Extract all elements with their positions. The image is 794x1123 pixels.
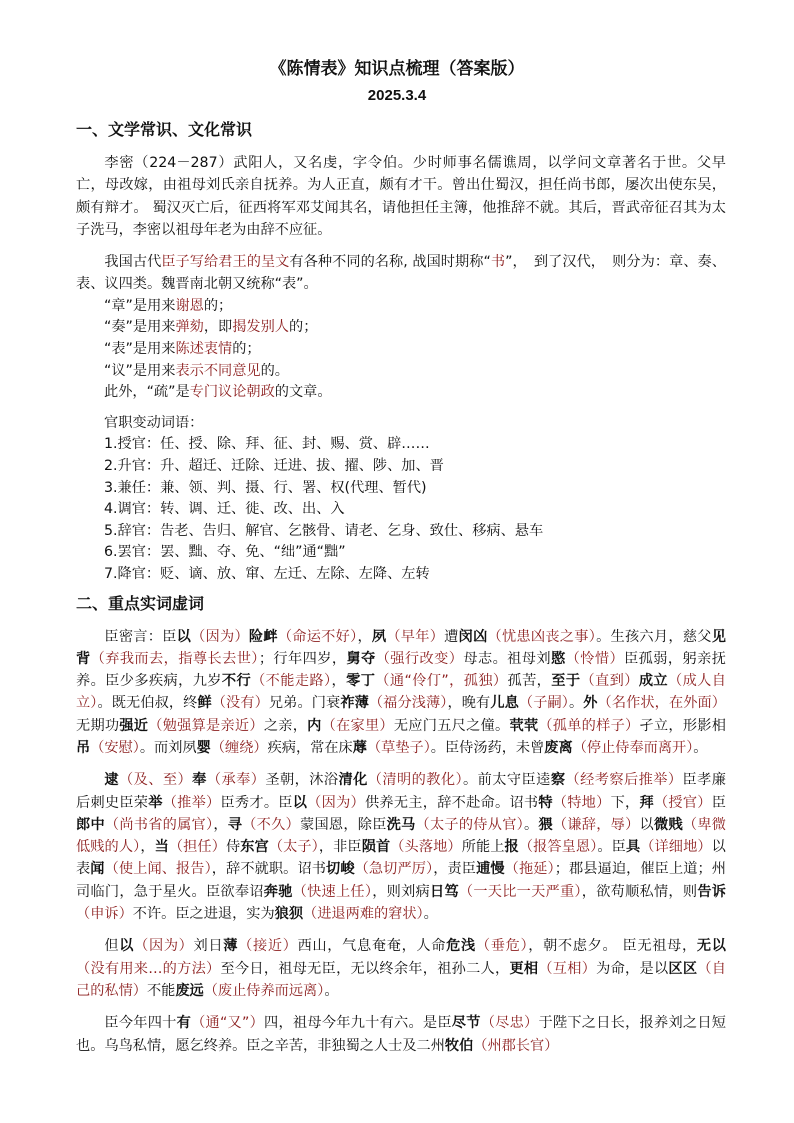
gloss: （废止侍养而远离） (203, 982, 325, 999)
keyword: 举 (148, 794, 163, 811)
keyword: 郎中 (76, 816, 105, 833)
keyword: 以 (292, 794, 308, 811)
text: “议”是用来 (104, 362, 176, 379)
text: 孑立，形影相 (639, 717, 726, 734)
text: 于陛下之日长，报养刘之日短也。乌鸟私情，愿乞终养。臣之辛苦，非独蜀之人士及二州 (76, 1015, 726, 1054)
keyword: 猥 (538, 816, 553, 833)
highlight: 表示不同意见 (175, 362, 261, 379)
keyword: 东宫 (240, 839, 269, 856)
text: 为命，是以 (596, 960, 669, 977)
gloss: （垂危） (475, 938, 529, 955)
text: 下， (610, 794, 640, 811)
keyword: 区区 (668, 960, 698, 977)
keyword: 以 (119, 938, 135, 955)
keyword: 寻 (227, 816, 243, 833)
official-terms-item: 6.罢官：罢、黜、夺、免、“绌”通“黜” (104, 544, 346, 561)
keyword: 更相 (509, 960, 539, 977)
text: 无应门五尺之僮。 (393, 717, 510, 734)
memorial-types-paragraph (76, 251, 726, 296)
keyword: 见背 (76, 628, 726, 667)
keyword: 日笃 (430, 883, 459, 900)
text: 。 (324, 982, 339, 999)
keyword: 闻 (90, 861, 105, 878)
definition-biao (76, 339, 726, 361)
gloss: （互相） (538, 960, 597, 977)
gloss: （卑微低贱的人） (76, 816, 726, 856)
text: 侍 (226, 839, 241, 856)
official-terms-title: 官职变动词语： (104, 414, 204, 431)
gloss: （福分浅薄） (368, 695, 448, 712)
text: “章”是用来 (104, 297, 176, 314)
text: “表”是用来 (104, 340, 176, 357)
gloss: （名作状，在外面） (597, 695, 726, 712)
gloss: （尽忠） (480, 1015, 539, 1032)
keyword: 特 (538, 794, 553, 811)
keyword: 强近 (119, 717, 149, 734)
text: 臣孝廉 后刺史臣荣 (76, 772, 726, 811)
text: 的； (289, 319, 318, 336)
text: 。 (693, 739, 708, 756)
text: 。既无伯叔，终 (97, 695, 198, 712)
keyword: 不行 (221, 673, 252, 690)
gloss: （弃我而去，指尊长去世） (90, 650, 259, 667)
keyword: 儿息 (490, 695, 519, 712)
text: ， (213, 816, 228, 833)
gloss: （成人自立） (76, 673, 726, 712)
keyword: 废远 (175, 982, 204, 999)
gloss: （自己的私情） (76, 960, 726, 999)
gloss: （及、至） (119, 772, 193, 789)
gloss: （州郡长官） (473, 1037, 559, 1054)
text: 遭 (444, 628, 459, 645)
keyword: 察 (550, 772, 566, 789)
text: 供养无主，辞不赴命。诏书 (364, 794, 539, 811)
gloss: （清明的教化） (367, 772, 464, 789)
keyword: 险衅 (248, 628, 278, 645)
keyword: 有 (176, 1015, 192, 1032)
gloss: （勉强算是亲近） (148, 717, 264, 734)
gloss: （使上闻、报告） (104, 861, 212, 878)
text: 兄弟。门衰 (268, 695, 341, 712)
gloss: （因为） (134, 938, 194, 955)
text: 。臣 (597, 839, 626, 856)
gloss: （拖延） (504, 861, 555, 878)
keyword: 切峻 (326, 861, 355, 878)
keyword: 外 (583, 695, 598, 712)
keyword: 尽节 (451, 1015, 481, 1032)
text: ，晚有 (447, 695, 491, 712)
gloss: （担任） (168, 839, 226, 856)
gloss: （安慰） (90, 739, 140, 756)
gloss: （因为） (191, 628, 249, 645)
text: 臣密言：臣 (104, 628, 177, 645)
text: 。臣侍汤药，未曾 (430, 739, 545, 756)
gloss: （详细地） (640, 839, 712, 856)
text: ， (357, 628, 372, 645)
gloss: （在家里） (321, 717, 394, 734)
text: 之亲， (263, 717, 308, 734)
keyword: 微贱 (654, 816, 683, 833)
text: ；行年四岁， (258, 650, 347, 667)
gloss: （命运不好） (277, 628, 358, 645)
text: ”， 到了汉代， 则分为：章、奏、表、议四类。魏晋南北朝又统称“表”。 (76, 254, 726, 293)
keyword: 以 (176, 628, 192, 645)
gloss: （急切严厉） (354, 861, 434, 878)
text: 臣 (711, 794, 726, 811)
document-body (76, 118, 726, 1067)
text: 有各种不同的名称, 战国时期称“ (289, 254, 491, 271)
keyword: 逮 (104, 772, 120, 789)
gloss: （快速上任） (292, 883, 373, 900)
keyword: 拜 (639, 794, 654, 811)
text: 的； (232, 340, 261, 357)
highlight: 谢恩 (175, 297, 204, 314)
highlight: 专门议论朝政 (189, 384, 275, 401)
highlight: 臣子写给君王的呈文 (161, 254, 290, 271)
text: 的。 (260, 362, 289, 379)
text: 。 (423, 906, 438, 923)
gloss: （推举） (162, 794, 221, 811)
text: 以表 (76, 839, 726, 878)
gloss: （报答皇恩） (518, 839, 598, 856)
text: ，责臣 (433, 861, 477, 878)
text: 蒙国恩，除臣 (300, 816, 387, 833)
keyword: 愍 (551, 650, 566, 667)
gloss: （怜惜） (565, 650, 625, 667)
text: 。生孩六月，慈父 (596, 628, 712, 645)
text: 孤苦， (507, 673, 552, 690)
text: 的； (203, 297, 233, 314)
gloss: （草垫子） (366, 739, 431, 756)
highlight: 揭发别人 (232, 319, 289, 336)
highlight: 陈述衷情 (175, 340, 233, 357)
gloss: （申诉） (76, 906, 133, 923)
gloss: （直到） (580, 673, 639, 690)
text: ；郡县逼迫，催臣上道；州司临门，急于星火。臣欲奉诏 (76, 861, 726, 900)
text: 。而刘夙 (139, 739, 197, 756)
text: 母志。祖母刘 (463, 650, 552, 667)
text: 所能上 (461, 839, 505, 856)
gloss: （不能走路） (251, 673, 332, 690)
definition-zou (76, 317, 726, 339)
official-terms-item: 5.辞官：告老、告归、解官、乞骸骨、请老、乞身、致仕、移病、悬车 (104, 522, 544, 539)
gloss: （尚书省的属官） (104, 816, 214, 833)
spacer (76, 404, 726, 413)
keyword: 茕茕 (509, 717, 539, 734)
text: 疾病，常在床 (267, 739, 353, 756)
definition-yi (76, 361, 726, 383)
keyword: 奔驰 (263, 883, 293, 900)
highlight: 弹劾 (175, 319, 204, 336)
keyword: 闵凶 (458, 628, 488, 645)
text: 以 (639, 816, 654, 833)
section-heading-literature: 一、文学常识、文化常识 (76, 120, 253, 139)
gloss: （不久） (242, 816, 300, 833)
text: 圣朝，沐浴 (265, 772, 339, 789)
keyword: 薄 (223, 938, 239, 955)
keyword: 当 (154, 839, 169, 856)
text: 臣孤弱，躬亲抚养。臣少多疾病，九岁 (76, 650, 726, 690)
gloss: （通“伶仃”，孤独） (375, 673, 508, 690)
official-terms-item: 7.降官：贬、谪、放、窜、左迁、左除、左降、左转 (104, 565, 430, 582)
official-terms-item: 1.授官：任、授、除、拜、征、封、赐、赏、辟…… (104, 436, 430, 453)
keyword: 陨首 (361, 839, 391, 856)
keyword: 奉 (192, 772, 207, 789)
document-title: 《陈情表》知识点梳理（答案版） (269, 59, 525, 79)
keyword: 牧伯 (444, 1037, 474, 1054)
definition-shu (76, 382, 726, 404)
document-date: 2025.3.4 (367, 87, 427, 104)
keyword: 具 (625, 839, 641, 856)
gloss: （太子的侍从官） (415, 816, 524, 833)
keyword: 无以 (696, 938, 726, 955)
definition-zhang (76, 296, 726, 318)
gloss: （进退两难的窘状） (303, 906, 424, 923)
keyword: 内 (307, 717, 322, 734)
gloss: （强行改变） (375, 650, 464, 667)
text: 刘日 (193, 938, 224, 955)
author-bio-paragraph: 李密（224－287）武阳人，又名虔，字令伯。少时师事名儒谯周，以学问文章著名于世。父早亡，母改嫁，由祖母刘氏亲自抚养。为人正直，颇有才干。曾出仕蜀汉，担任尚书郎，屡次出使东吴，颇有辩才。 蜀汉灭亡后，征西将军邓艾闻其名，请他担任主簿，他推辞不就。其后，晋武帝征召其为太子洗马，李密以祖母年老为由辞不应征。 (76, 155, 726, 238)
text: 此外，“疏”是 (104, 384, 190, 401)
gloss: （太子） (268, 839, 319, 856)
gloss: （停止侍奉而离开） (572, 739, 694, 756)
text: ，则刘病 (372, 883, 430, 900)
text: ，非臣 (318, 839, 362, 856)
keyword: 蓐 (352, 739, 367, 756)
keyword: 洗马 (386, 816, 416, 833)
text: 至今日，祖母无臣，无以终余年，祖孙二人， (220, 960, 510, 977)
text-paragraph-3 (76, 935, 726, 1002)
keyword: 狼狈 (274, 906, 304, 923)
text: 不许。臣之进退，实为 (132, 906, 275, 923)
gloss: （忧患凶丧之事） (487, 628, 597, 645)
text: “奏”是用来 (104, 319, 176, 336)
keyword: 舅夺 (346, 650, 376, 667)
keyword: 废离 (544, 739, 573, 756)
text: ， (140, 839, 155, 856)
text: 。 (568, 695, 584, 712)
gloss: （头落地） (390, 839, 462, 856)
text: ， (331, 673, 347, 690)
text: 。前太守臣逵 (463, 772, 551, 789)
text: ，欲苟顺私情，则 (581, 883, 698, 900)
gloss: （缠绕） (210, 739, 268, 756)
text: 不能 (146, 982, 176, 999)
keyword: 成立 (638, 673, 668, 690)
keyword: 告诉 (697, 883, 726, 900)
gloss: （早年） (386, 628, 445, 645)
gloss: （授官） (653, 794, 712, 811)
keyword: 零丁 (346, 673, 376, 690)
keyword: 逋慢 (476, 861, 505, 878)
gloss: （因为） (307, 794, 365, 811)
text: 臣今年四十 (104, 1015, 177, 1032)
gloss: （孤单的样子） (538, 717, 640, 734)
text-paragraph-2 (76, 769, 726, 925)
text: ，即 (203, 319, 233, 336)
text: 臣秀才。臣 (220, 794, 293, 811)
keyword: 清化 (338, 772, 368, 789)
keyword: 至于 (551, 673, 581, 690)
keyword: 危浅 (446, 938, 476, 955)
gloss: （没有用来…的方法） (76, 960, 221, 977)
gloss: （特地） (552, 794, 611, 811)
highlight: 书 (490, 254, 506, 271)
official-terms-item: 4.调官：转、调、迁、徙、改、出、入 (104, 501, 345, 518)
section-heading-vocabulary: 二、重点实词虚词 (76, 593, 205, 613)
text: ，朝不虑夕。 臣无祖母， (528, 938, 697, 955)
official-terms-item: 2.升官：升、超迁、迁除、迁进、拔、擢、陟、加、晋 (104, 457, 444, 474)
keyword: 报 (504, 839, 519, 856)
text: ，辞不就职。诏书 (211, 861, 327, 878)
text-paragraph-1 (76, 626, 726, 760)
gloss: （没有） (211, 695, 269, 712)
text: 西山，气息奄奄，人命 (297, 938, 447, 955)
gloss: （谦辞，辱） (552, 816, 640, 833)
text: 但 (104, 938, 120, 955)
text: 我国古代 (104, 254, 162, 271)
gloss: （接近） (238, 938, 298, 955)
text: 四，祖母今年九十有六。是臣 (264, 1015, 452, 1032)
gloss: （承奉） (206, 772, 266, 789)
gloss: （经考察后推举） (565, 772, 683, 789)
official-terms-item: 3.兼任：兼、领、判、摄、行、署、权(代理、暂代) (104, 479, 427, 496)
gloss: （一天比一天严重） (458, 883, 582, 900)
text: 的文章。 (274, 384, 332, 401)
gloss: （通“又”） (191, 1015, 265, 1032)
text: 。 (523, 816, 539, 833)
keyword: 婴 (196, 739, 211, 756)
gloss: （子嗣） (518, 695, 569, 712)
text-paragraph-4 (76, 1012, 726, 1057)
keyword: 鲜 (197, 695, 212, 712)
text: 无期功 (76, 717, 120, 734)
keyword: 夙 (371, 628, 387, 645)
keyword: 祚薄 (340, 695, 369, 712)
keyword: 吊 (76, 739, 91, 756)
